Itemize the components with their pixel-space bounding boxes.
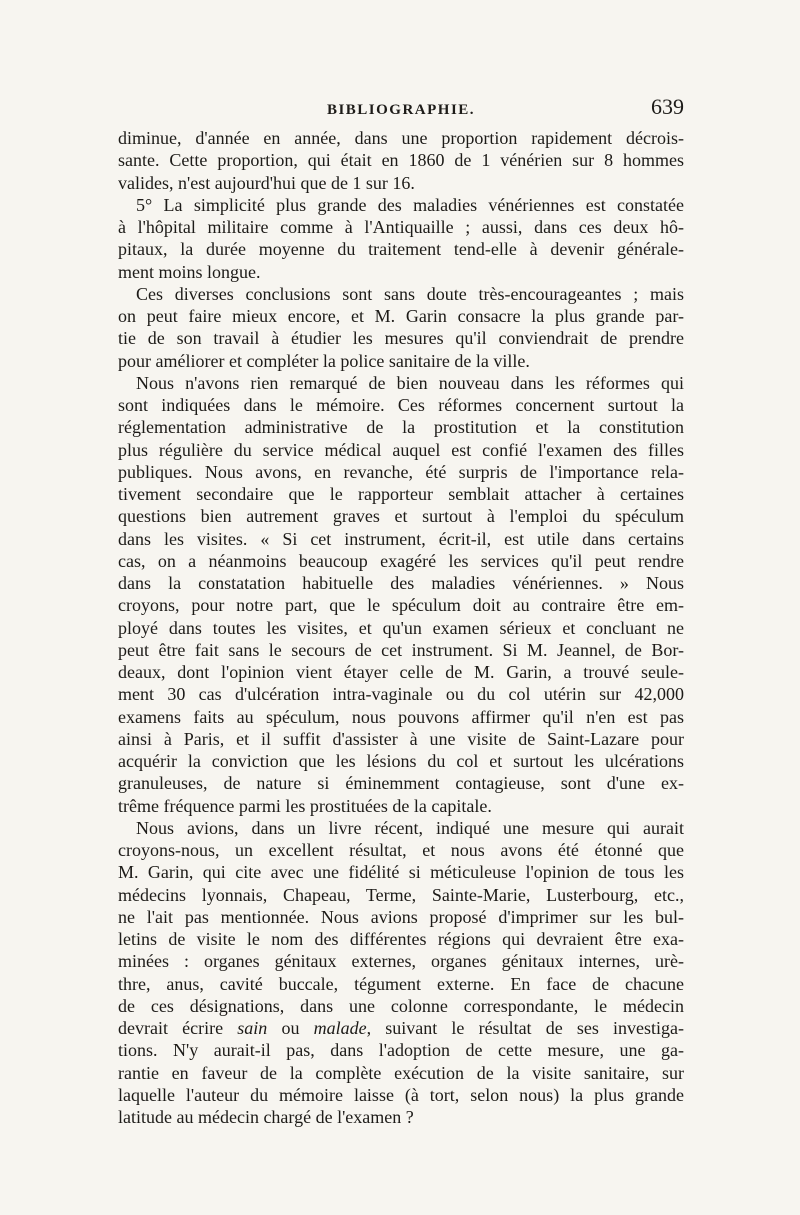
- text-line: plus régulière du service médical auquel est confié l'examen des filles: [118, 439, 684, 460]
- text-line: à l'hôpital militaire comme à l'Antiquaille ; aussi, dans ces deux hô-: [118, 217, 684, 237]
- text-line: Ces diverses conclusions sont sans doute très-encourageantes ; mais: [136, 283, 684, 304]
- page-number: 639: [651, 94, 684, 119]
- text-line: sante. Cette proportion, qui était en 1860 de 1 vénérien sur 8 hommes: [118, 150, 684, 171]
- text-line: valides, n'est aujourd'hui que de 1 sur 16.: [118, 172, 415, 193]
- text-line: diminue, d'année en année, dans une proportion rapidement décrois-: [118, 128, 684, 148]
- text-line: dans les visites. « Si cet instrument, écrit-il, est utile dans certains: [118, 528, 684, 549]
- text-line: M. Garin, qui cite avec une fidélité si méticuleuse l'opinion de tous les: [118, 862, 684, 883]
- page-header: [118, 94, 684, 124]
- text-line: ainsi à Paris, et il suffit d'assister à une visite de Saint-Lazare pour: [118, 728, 684, 749]
- text-line: réglementation administrative de la prostitution et la constitution: [118, 417, 684, 438]
- text-line: [118, 1017, 684, 1039]
- text-line: minées : organes génitaux externes, organes génitaux internes, urè-: [118, 951, 684, 972]
- running-title: BIBLIOGRAPHIE.: [326, 102, 476, 118]
- italic-word: malade: [313, 1018, 367, 1038]
- text-line: 5° La simplicité plus grande des maladies vénériennes est constatée: [136, 194, 684, 215]
- text-line: croyons-nous, un excellent résultat, et nous avons été étonné que: [118, 840, 684, 860]
- text-line: Nous avions, dans un livre récent, indiqué une mesure qui aurait: [136, 817, 684, 838]
- text-line: médecins lyonnais, Chapeau, Terme, Sainte-Marie, Lusterbourg, etc.,: [118, 884, 684, 905]
- text-line: ment moins longue.: [118, 261, 261, 282]
- text-line: pour améliorer et compléter la police sanitaire de la ville.: [118, 350, 530, 371]
- text-line: dans la constatation habituelle des maladies vénériennes. » Nous: [118, 573, 684, 593]
- text-line: letins de visite le nom des différentes régions qui devraient être exa-: [118, 929, 684, 949]
- italic-word: sain: [237, 1018, 268, 1038]
- text-line: laquelle l'auteur du mémoire laisse (à tort, selon nous) la plus grande: [118, 1084, 684, 1105]
- text-line: Nous n'avons rien remarqué de bien nouveau dans les réformes qui: [136, 372, 684, 393]
- text-segment: , suivant le résultat de ses investiga-: [366, 1018, 685, 1038]
- text-line: de ces désignations, dans une colonne correspondante, le médecin: [118, 995, 684, 1016]
- text-line: publiques. Nous avons, en revanche, été surpris de l'importance rela-: [118, 461, 684, 482]
- text-line: ment 30 cas d'ulcération intra-vaginale ou du col utérin sur 42,000: [118, 684, 684, 705]
- text-line: trême fréquence parmi les prostituées de la capitale.: [118, 795, 492, 816]
- text-line: pitaux, la durée moyenne du traitement tend-elle à devenir générale-: [118, 239, 684, 260]
- text-segment: devrait écrire: [118, 1018, 238, 1038]
- text-line: examens faits au spéculum, nous pouvons affirmer qu'il n'en est pas: [118, 706, 684, 727]
- text-line: questions bien autrement graves et surtout à l'emploi du spéculum: [118, 506, 684, 527]
- text-line: latitude au médecin chargé de l'examen ?: [118, 1107, 414, 1127]
- text-segment: ou: [267, 1018, 314, 1038]
- text-line: granuleuses, de nature si éminemment contagieuse, sont d'une ex-: [118, 773, 684, 794]
- text-line: tions. N'y aurait-il pas, dans l'adoption de cette mesure, une ga-: [118, 1040, 684, 1061]
- text-line: tie de son travail à étudier les mesures qu'il conviendrait de prendre: [118, 328, 684, 349]
- text-line: peut être fait sans le secours de cet instrument. Si M. Jeannel, de Bor-: [118, 639, 684, 660]
- text-line: deaux, dont l'opinion vient étayer celle de M. Garin, a trouvé seule-: [118, 662, 684, 682]
- text-line: ne l'ait pas mentionnée. Nous avions proposé d'imprimer sur les bul-: [118, 906, 684, 927]
- text-line: on peut faire mieux encore, et M. Garin consacre la plus grande par-: [118, 306, 684, 326]
- text-line: sont indiquées dans le mémoire. Ces réformes concernent surtout la: [118, 395, 684, 415]
- text-line: acquérir la conviction que les lésions du col et surtout les ulcérations: [118, 751, 684, 771]
- text-line: thre, anus, cavité buccale, tégument externe. En face de chacune: [118, 973, 684, 994]
- text-line: croyons, pour notre part, que le spéculum doit au contraire être em-: [118, 595, 684, 616]
- text-line: tivement secondaire que le rapporteur semblait attacher à certaines: [118, 484, 684, 504]
- text-line: rantie en faveur de la complète exécution de la visite sanitaire, sur: [118, 1062, 684, 1083]
- text-line: ployé dans toutes les visites, et qu'un examen sérieux et concluant ne: [118, 617, 684, 638]
- text-line: cas, on a néanmoins beaucoup exagéré les services qu'il peut rendre: [118, 550, 684, 571]
- body-text: [118, 127, 684, 1128]
